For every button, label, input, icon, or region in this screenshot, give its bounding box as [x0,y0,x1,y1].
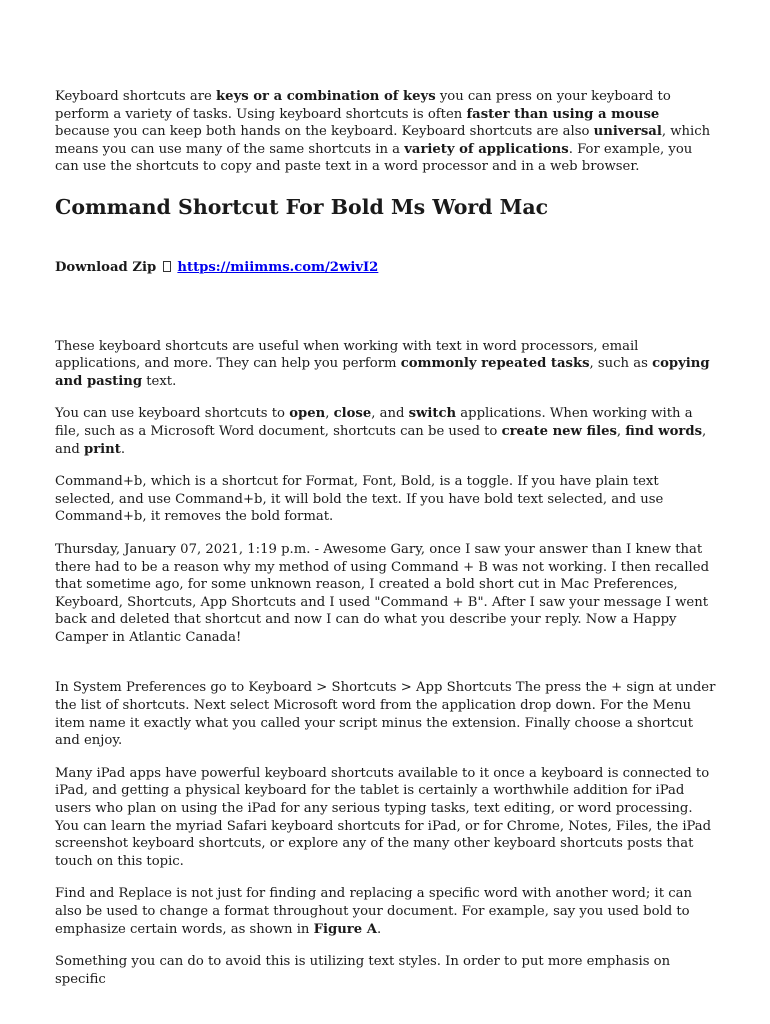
bold-text: universal [593,124,662,140]
text: You can use keyboard shortcuts to [55,406,290,422]
text: , and [371,406,409,422]
bold-text: variety of applications [404,141,569,157]
paragraph-3 [55,405,717,458]
bold-text: close [333,406,372,422]
text: text. [142,373,177,389]
text: , which means you can use many of the same shortcuts in a [55,124,711,157]
text: , and [55,423,707,457]
text: . For example, you can use the shortcuts to copy and paste text in a word processor and in a web browser. [55,141,693,175]
paragraph-2 [55,338,717,391]
bold-text: find words [625,423,703,439]
paragraph-9: Something you can do to avoid this is utilizing text styles. In order to put more emphasis on specific [55,954,671,987]
bold-text: create new files [501,423,617,439]
paragraph-6: In System Preferences go to Keyboard > Shortcuts > App Shortcuts The press the + sign at under the list of shortcuts. Next select Microsoft word from the application drop down. For the Menu item name it exactly what you called your script minus the extension. Finally choose a shortcut and enjoy. [55,680,716,749]
text: These keyboard shortcuts are useful when working with text in word processors, email applications, and more. They can help you perform [55,338,639,372]
text: because you can keep both hands on the keyboard. Keyboard shortcuts are also [55,124,594,140]
download-line [55,259,717,277]
text: , [325,406,334,422]
page-title: Command Shortcut For Bold Ms Word Mac [55,194,549,219]
paragraph-5: Thursday, January 07, 2021, 1:19 p.m. - Awesome Gary, once I saw your answer than I knew that there had to be a reason why my method of using Command + B was not working. I then recalled that sometime ago, for some unknown reason, I created a bold short cut in Mac Preferences, Keyboard, Shortcuts, App Shortcuts and I used "Command + B". After I saw your message I went back and deleted that shortcut and now I can do what you describe your reply. Now a Happy Camper in Atlantic Canada! [55,541,710,645]
download-label: Download Zip [55,259,157,275]
bold-text: open [289,406,326,422]
text: . [376,921,382,937]
text: . [120,441,126,457]
text: Find and Replace is not just for finding and replacing a specific word with another word; it can also be used to change a format throughout your document. For example, say you used bold to emphasize certain words, as shown in [55,886,692,937]
paragraph-8 [55,885,717,938]
bold-text: print [84,441,121,457]
bold-text: switch [408,406,457,422]
text: you can press on your keyboard to perform a variety of tasks. Using keyboard shortcuts is often [55,89,671,122]
bold-text: copying and pasting [55,356,710,389]
text: , [616,423,626,439]
arrow-icon [163,261,171,272]
paragraph-7: Many iPad apps have powerful keyboard shortcuts available to it once a keyboard is connected to iPad, and getting a physical keyboard for the tablet is certainly a worthwhile addition for iPad users who plan on using the iPad for any serious typing tasks, text editing, or word processing. You can learn the myriad Safari keyboard shortcuts for iPad, or for Chrome, Notes, Files, the iPad screenshot keyboard shortcuts, or explore any of the many other keyboard shortcuts posts that touch on this topic. [55,765,712,869]
bold-text: Figure A [313,921,377,937]
text: , such as [589,356,653,372]
document-body [55,88,717,988]
intro-paragraph [55,88,717,176]
download-link[interactable]: https://miimms.com/2wivI2 [177,259,379,275]
paragraph-4: Command+b, which is a shortcut for Format, Font, Bold, is a toggle. If you have plain text selected, and use Command+b, it will bold the text. If you have bold text selected, and use Command+b, it removes the bold format. [55,474,664,525]
bold-text: keys or a combination of keys [216,89,436,104]
text: applications. When working with a file, such as a Microsoft Word document, shortcuts can be used to [55,406,693,439]
bold-text: commonly repeated tasks [400,356,590,372]
text: Keyboard shortcuts are [55,89,217,104]
bold-text: faster than using a mouse [466,106,660,122]
